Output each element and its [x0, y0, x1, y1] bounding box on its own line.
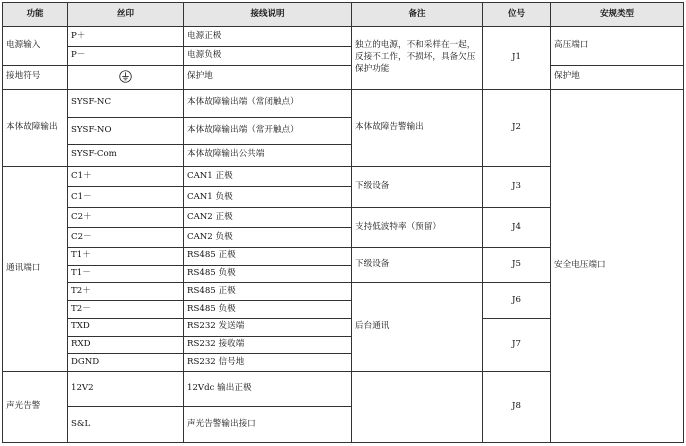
- header-function: 功能: [3, 3, 68, 27]
- desc-cell: 本体故障输出公共端: [184, 144, 352, 166]
- desc-cell: RS485 正极: [184, 247, 352, 265]
- desc-cell: 电源负极: [184, 46, 352, 65]
- silk-cell: C2－: [68, 228, 184, 248]
- function-cell: 声光告警: [3, 371, 68, 442]
- note-cell: [352, 371, 483, 442]
- desc-cell: CAN2 负极: [184, 228, 352, 248]
- function-cell: 本体故障输出: [3, 89, 68, 166]
- silk-cell: TXD: [68, 318, 184, 336]
- safety-cell: 安全电压端口: [551, 89, 684, 443]
- note-cell: 支持低波特率（预留）: [352, 208, 483, 248]
- desc-cell: 声光告警输出接口: [184, 407, 352, 443]
- position-cell: J6: [483, 283, 551, 318]
- interface-spec-table: [2, 2, 684, 443]
- note-cell: 独立的电源，不和采样在一起，反接不工作，不损坏，具备欠压保护功能: [352, 26, 483, 89]
- silk-cell: C1－: [68, 187, 184, 208]
- safety-cell: 高压端口: [551, 26, 684, 65]
- silk-cell: SYSF-NO: [68, 117, 184, 144]
- desc-cell: CAN2 正极: [184, 208, 352, 228]
- silk-cell: P＋: [68, 26, 184, 46]
- silk-cell: 12V2: [68, 371, 184, 406]
- silk-cell: C1＋: [68, 166, 184, 187]
- note-cell: 后台通讯: [352, 283, 483, 372]
- position-cell: J4: [483, 208, 551, 248]
- desc-cell: RS232 接收端: [184, 336, 352, 354]
- silk-cell: RXD: [68, 336, 184, 354]
- desc-cell: RS485 负极: [184, 301, 352, 319]
- silk-cell: T1－: [68, 265, 184, 283]
- note-cell: 下级设备: [352, 166, 483, 208]
- header-row: [3, 3, 684, 27]
- silk-cell: C2＋: [68, 208, 184, 228]
- desc-cell: CAN1 正极: [184, 166, 352, 187]
- desc-cell: 保护地: [184, 65, 352, 89]
- position-cell: J3: [483, 166, 551, 208]
- header-silkscreen: 丝印: [68, 3, 184, 27]
- desc-cell: RS485 负极: [184, 265, 352, 283]
- function-cell: 电源输入: [3, 26, 68, 65]
- position-cell: J7: [483, 318, 551, 371]
- header-notes: 备注: [352, 3, 483, 27]
- desc-cell: CAN1 负极: [184, 187, 352, 208]
- silk-cell: T1＋: [68, 247, 184, 265]
- position-cell: J2: [483, 89, 551, 166]
- silk-cell: [68, 65, 184, 89]
- ground-symbol-icon: [119, 70, 132, 83]
- table-row: [3, 65, 684, 89]
- silk-cell: DGND: [68, 354, 184, 372]
- silk-cell: S&L: [68, 407, 184, 443]
- desc-cell: RS232 发送端: [184, 318, 352, 336]
- position-cell: J1: [483, 26, 551, 89]
- desc-cell: 12Vdc 输出正极: [184, 371, 352, 406]
- position-cell: J8: [483, 371, 551, 442]
- safety-cell: 保护地: [551, 65, 684, 89]
- table-row: [3, 89, 684, 117]
- table-row: [3, 26, 684, 46]
- header-safety-type: 安规类型: [551, 3, 684, 27]
- note-cell: 下级设备: [352, 247, 483, 282]
- desc-cell: RS485 正极: [184, 283, 352, 301]
- function-cell: 通讯端口: [3, 166, 68, 371]
- silk-cell: SYSF-Com: [68, 144, 184, 166]
- header-wiring: 接线说明: [184, 3, 352, 27]
- desc-cell: RS232 信号地: [184, 354, 352, 372]
- header-position: 位号: [483, 3, 551, 27]
- position-cell: J5: [483, 247, 551, 282]
- silk-cell: SYSF-NC: [68, 89, 184, 117]
- note-cell: 本体故障告警输出: [352, 89, 483, 166]
- silk-cell: T2＋: [68, 283, 184, 301]
- silk-cell: P－: [68, 46, 184, 65]
- function-cell: 接地符号: [3, 65, 68, 89]
- desc-cell: 本体故障输出端（常闭触点）: [184, 89, 352, 117]
- desc-cell: 电源正极: [184, 26, 352, 46]
- silk-cell: T2－: [68, 301, 184, 319]
- desc-cell: 本体故障输出端（常开触点）: [184, 117, 352, 144]
